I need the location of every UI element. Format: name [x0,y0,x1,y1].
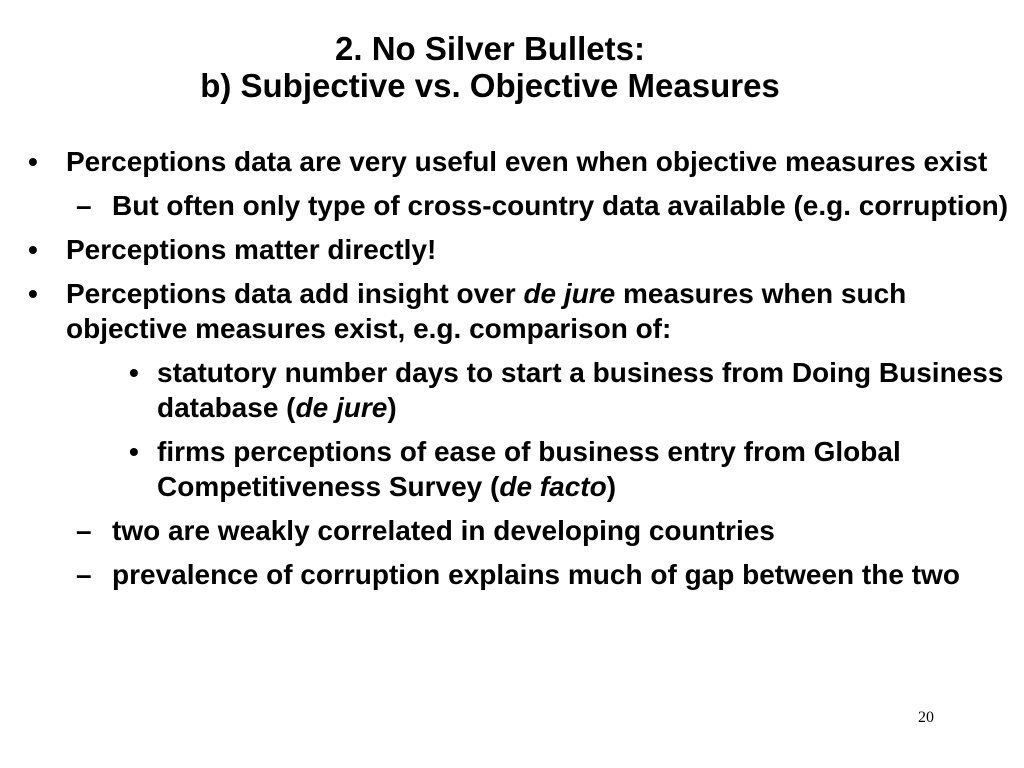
bullet-marker: • [28,278,38,309]
page-number: 20 [918,709,934,726]
sub-bullet-marker: • [129,436,139,467]
bullet-item [0,276,1010,346]
text-segment: Perceptions data add insight over [66,278,524,309]
bullet-text: Perceptions data are very useful even when objective measures exist [66,146,988,177]
italic-term: de jure [523,278,616,309]
sub-bullet-text [157,434,1010,504]
title-line-2: b) Subjective vs. Objective Measures [200,67,780,104]
italic-term: de jure [295,392,388,423]
dash-item [0,188,1010,223]
dash-item [0,513,1010,548]
dash-item [0,557,1010,592]
bullet-text: Perceptions matter directly! [66,234,437,265]
text-segment: firms perceptions of ease of business entry from Global Competitiveness Survey ( [157,436,901,502]
slide-body [0,144,1010,601]
italic-term: de facto [499,471,607,502]
text-segment: measures when such objective measures exist, e.g. comparison of: [66,278,907,344]
bullet-text [66,276,1010,346]
text-segment: ) [387,392,397,423]
dash-text: two are weakly correlated in developing countries [112,515,775,546]
sub-bullet-item [0,434,1010,504]
bullet-item [0,144,1010,179]
bullet-marker: • [28,234,38,265]
slide-title [0,30,980,104]
text-segment: ) [606,471,617,502]
dash-marker: – [76,559,92,590]
sub-bullet-marker: • [129,357,139,388]
text-segment: statutory number days to start a business from Doing Business database ( [157,357,1004,423]
sub-bullet-text [157,355,1010,425]
bullet-marker: • [28,146,38,177]
sub-bullet-item [0,355,1010,425]
dash-marker: – [76,515,92,546]
dash-text: But often only type of cross-country data available (e.g. corruption) [112,190,1009,221]
bullet-item [0,232,1010,267]
title-line-1: 2. No Silver Bullets: [335,30,645,67]
dash-marker: – [76,190,92,221]
dash-text: prevalence of corruption explains much of gap between the two [112,559,960,590]
